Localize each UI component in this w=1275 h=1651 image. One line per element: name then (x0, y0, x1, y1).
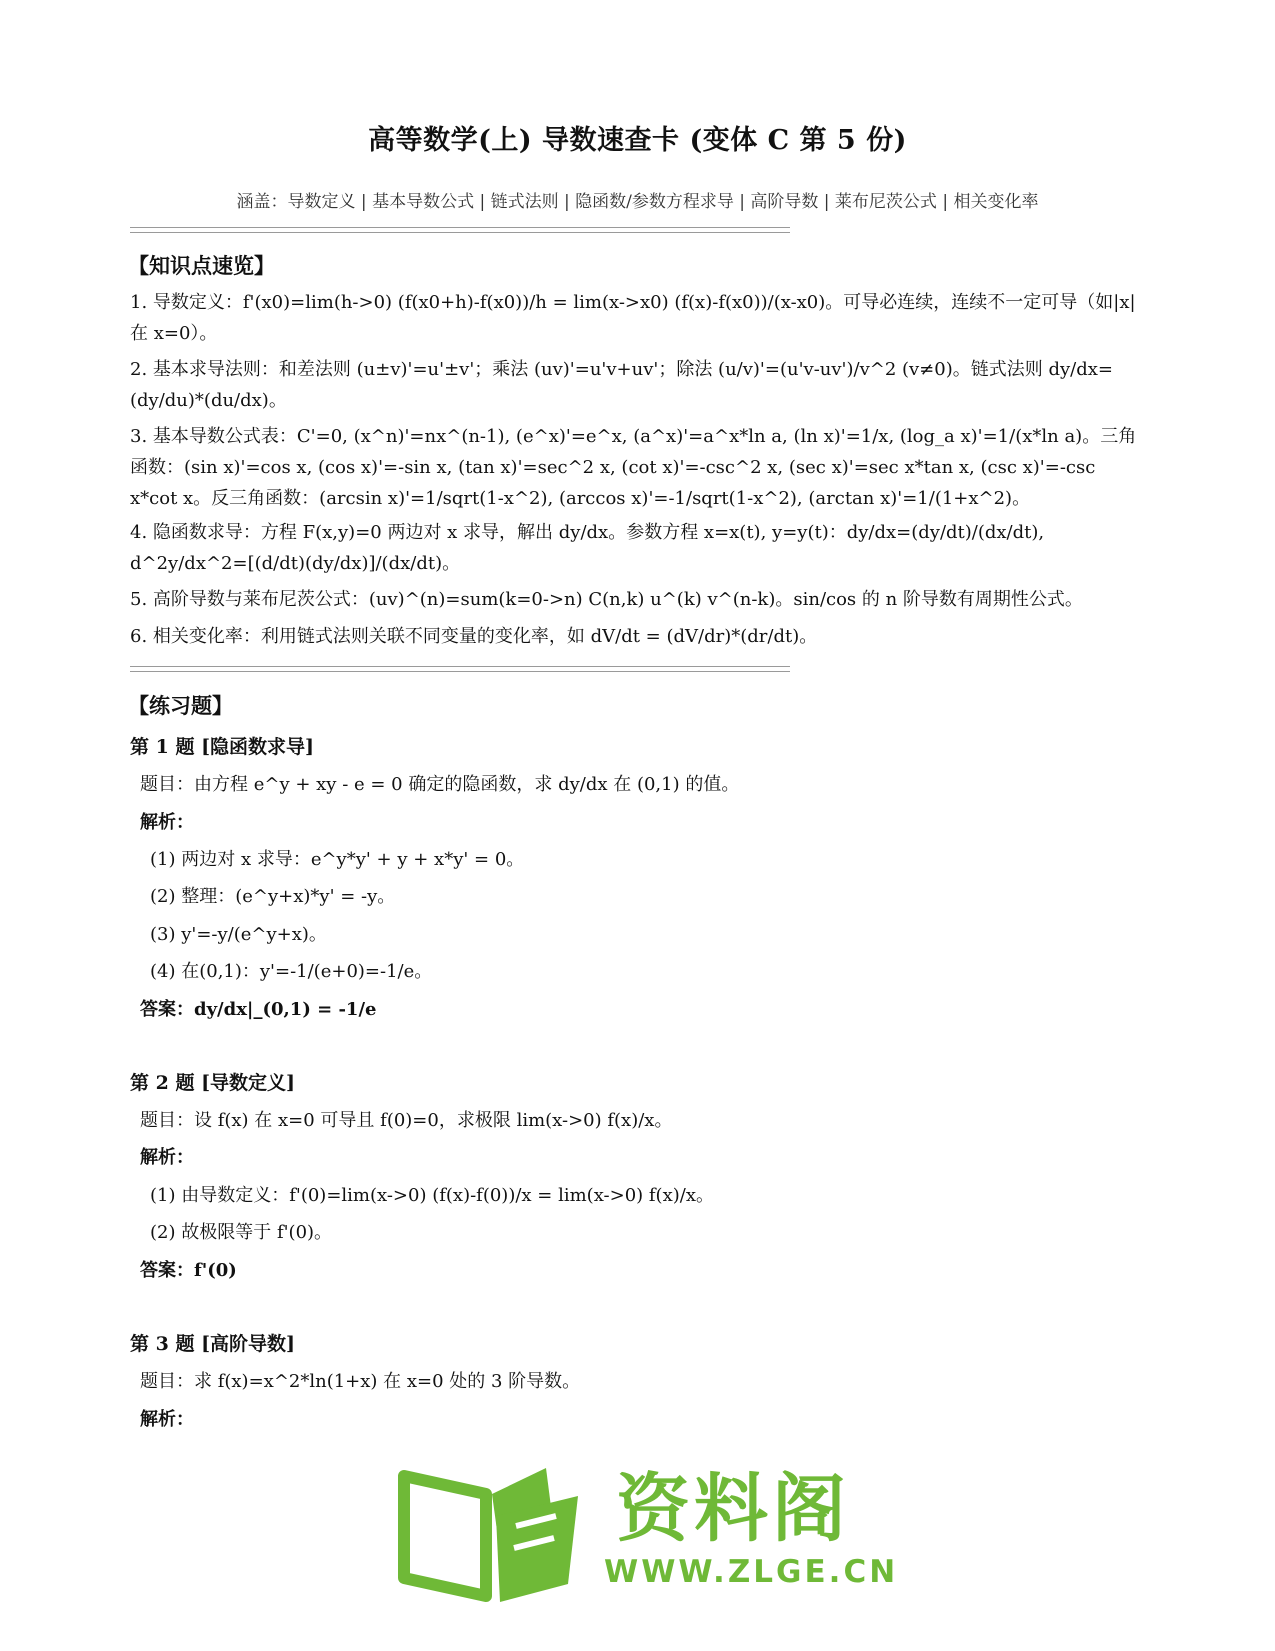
analysis-label: 解析： (140, 1147, 194, 1168)
knowledge-item-2: 2. 基本求导法则：和差法则 (u±v)'=u'±v'；乘法 (uv)'=u'v+uv'；除法 (u/v)'=(u'v-uv')/v^2 (v≠0)。链式法则 dy/dx=(dy/du)*(du/dx)。 (130, 359, 1113, 411)
page-subtitle: 涵盖：导数定义 | 基本导数公式 | 链式法则 | 隐函数/参数方程求导 | 高阶导数 | 莱布尼茨公式 | 相关变化率 (236, 192, 1039, 212)
question-1-text: 题目：由方程 e^y + xy - e = 0 确定的隐函数，求 dy/dx 在 (0,1) 的值。 (140, 774, 740, 795)
knowledge-item-3: 3. 基本导数公式表：C'=0, (x^n)'=nx^(n-1), (e^x)'=e^x, (a^x)'=a^x*ln a, (ln x)'=1/x, (log_a x)'=1/(x*ln a)。三角函数：(sin x)'=cos x, (cos x)'=-sin x, (tan x)'=sec^2 x, (cot x)'=-csc^2 x, (sec x)'=sec x*tan x, (csc x)'=-csc x*cot x。反三角函数：(arcsin x)'=1/sqrt(1-x^2), (arccos x)'=-1/sqrt(1-x^2), (arctan x)'=1/(1+x^2)。 (130, 426, 1137, 509)
question-2-title: 第 2 题 [导数定义] (130, 1072, 296, 1094)
watermark (396, 1456, 899, 1606)
question-3-text: 题目：求 f(x)=x^2*ln(1+x) 在 x=0 处的 3 阶导数。 (140, 1371, 581, 1392)
question-1-step-4: (4) 在(0,1)：y'=-1/(e+0)=-1/e。 (150, 961, 433, 982)
knowledge-item-5: 5. 高阶导数与莱布尼茨公式：(uv)^(n)=sum(k=0->n) C(n,k) u^(k) v^(n-k)。sin/cos 的 n 阶导数有周期性公式。 (130, 589, 1083, 610)
analysis-label: 解析： (140, 1409, 194, 1430)
question-2-answer: 答案：f'(0) (140, 1260, 237, 1281)
page-title: 高等数学(上) 导数速查卡 (变体 C 第 5 份) (368, 125, 907, 156)
divider (130, 666, 790, 672)
question-2-step-1: (1) 由导数定义：f'(0)=lim(x->0) (f(x)-f(0))/x = lim(x->0) f(x)/x。 (150, 1185, 714, 1206)
question-3-title: 第 3 题 [高阶导数] (130, 1333, 296, 1355)
question-1-step-3: (3) y'=-y/(e^y+x)。 (150, 924, 327, 945)
question-1-title: 第 1 题 [隐函数求导] (130, 736, 315, 758)
knowledge-item-1: 1. 导数定义：f'(x0)=lim(h->0) (f(x0+h)-f(x0))/h = lim(x->x0) (f(x)-f(x0))/(x-x0)。可导必连续，连续不一定可导（如|x|在 x=0）。 (130, 292, 1136, 344)
watermark-name: 资料阁 (616, 1466, 850, 1552)
question-1-answer: 答案：dy/dx|_(0,1) = -1/e (140, 999, 377, 1020)
knowledge-item-6: 6. 相关变化率：利用链式法则关联不同变量的变化率，如 dV/dt = (dV/dr)*(dr/dt)。 (130, 626, 818, 647)
question-2-text: 题目：设 f(x) 在 x=0 可导且 f(0)=0，求极限 lim(x->0) f(x)/x。 (140, 1110, 673, 1131)
knowledge-item-4: 4. 隐函数求导：方程 F(x,y)=0 两边对 x 求导，解出 dy/dx。参数方程 x=x(t), y=y(t)：dy/dx=(dy/dt)/(dx/dt), d^2y/dx^2=[(d/dt)(dy/dx)]/(dx/dt)。 (130, 522, 1045, 574)
watermark-url: WWW.ZLGE.CN (604, 1554, 899, 1590)
practice-heading: 【练习题】 (128, 693, 233, 718)
question-1-step-2: (2) 整理：(e^y+x)*y' = -y。 (150, 886, 396, 907)
question-1-step-1: (1) 两边对 x 求导：e^y*y' + y + x*y' = 0。 (150, 849, 525, 870)
open-book-logo-icon (396, 1456, 596, 1606)
question-2-step-2: (2) 故极限等于 f'(0)。 (150, 1222, 333, 1243)
analysis-label: 解析： (140, 812, 194, 833)
knowledge-heading: 【知识点速览】 (128, 253, 275, 278)
divider (130, 227, 790, 233)
